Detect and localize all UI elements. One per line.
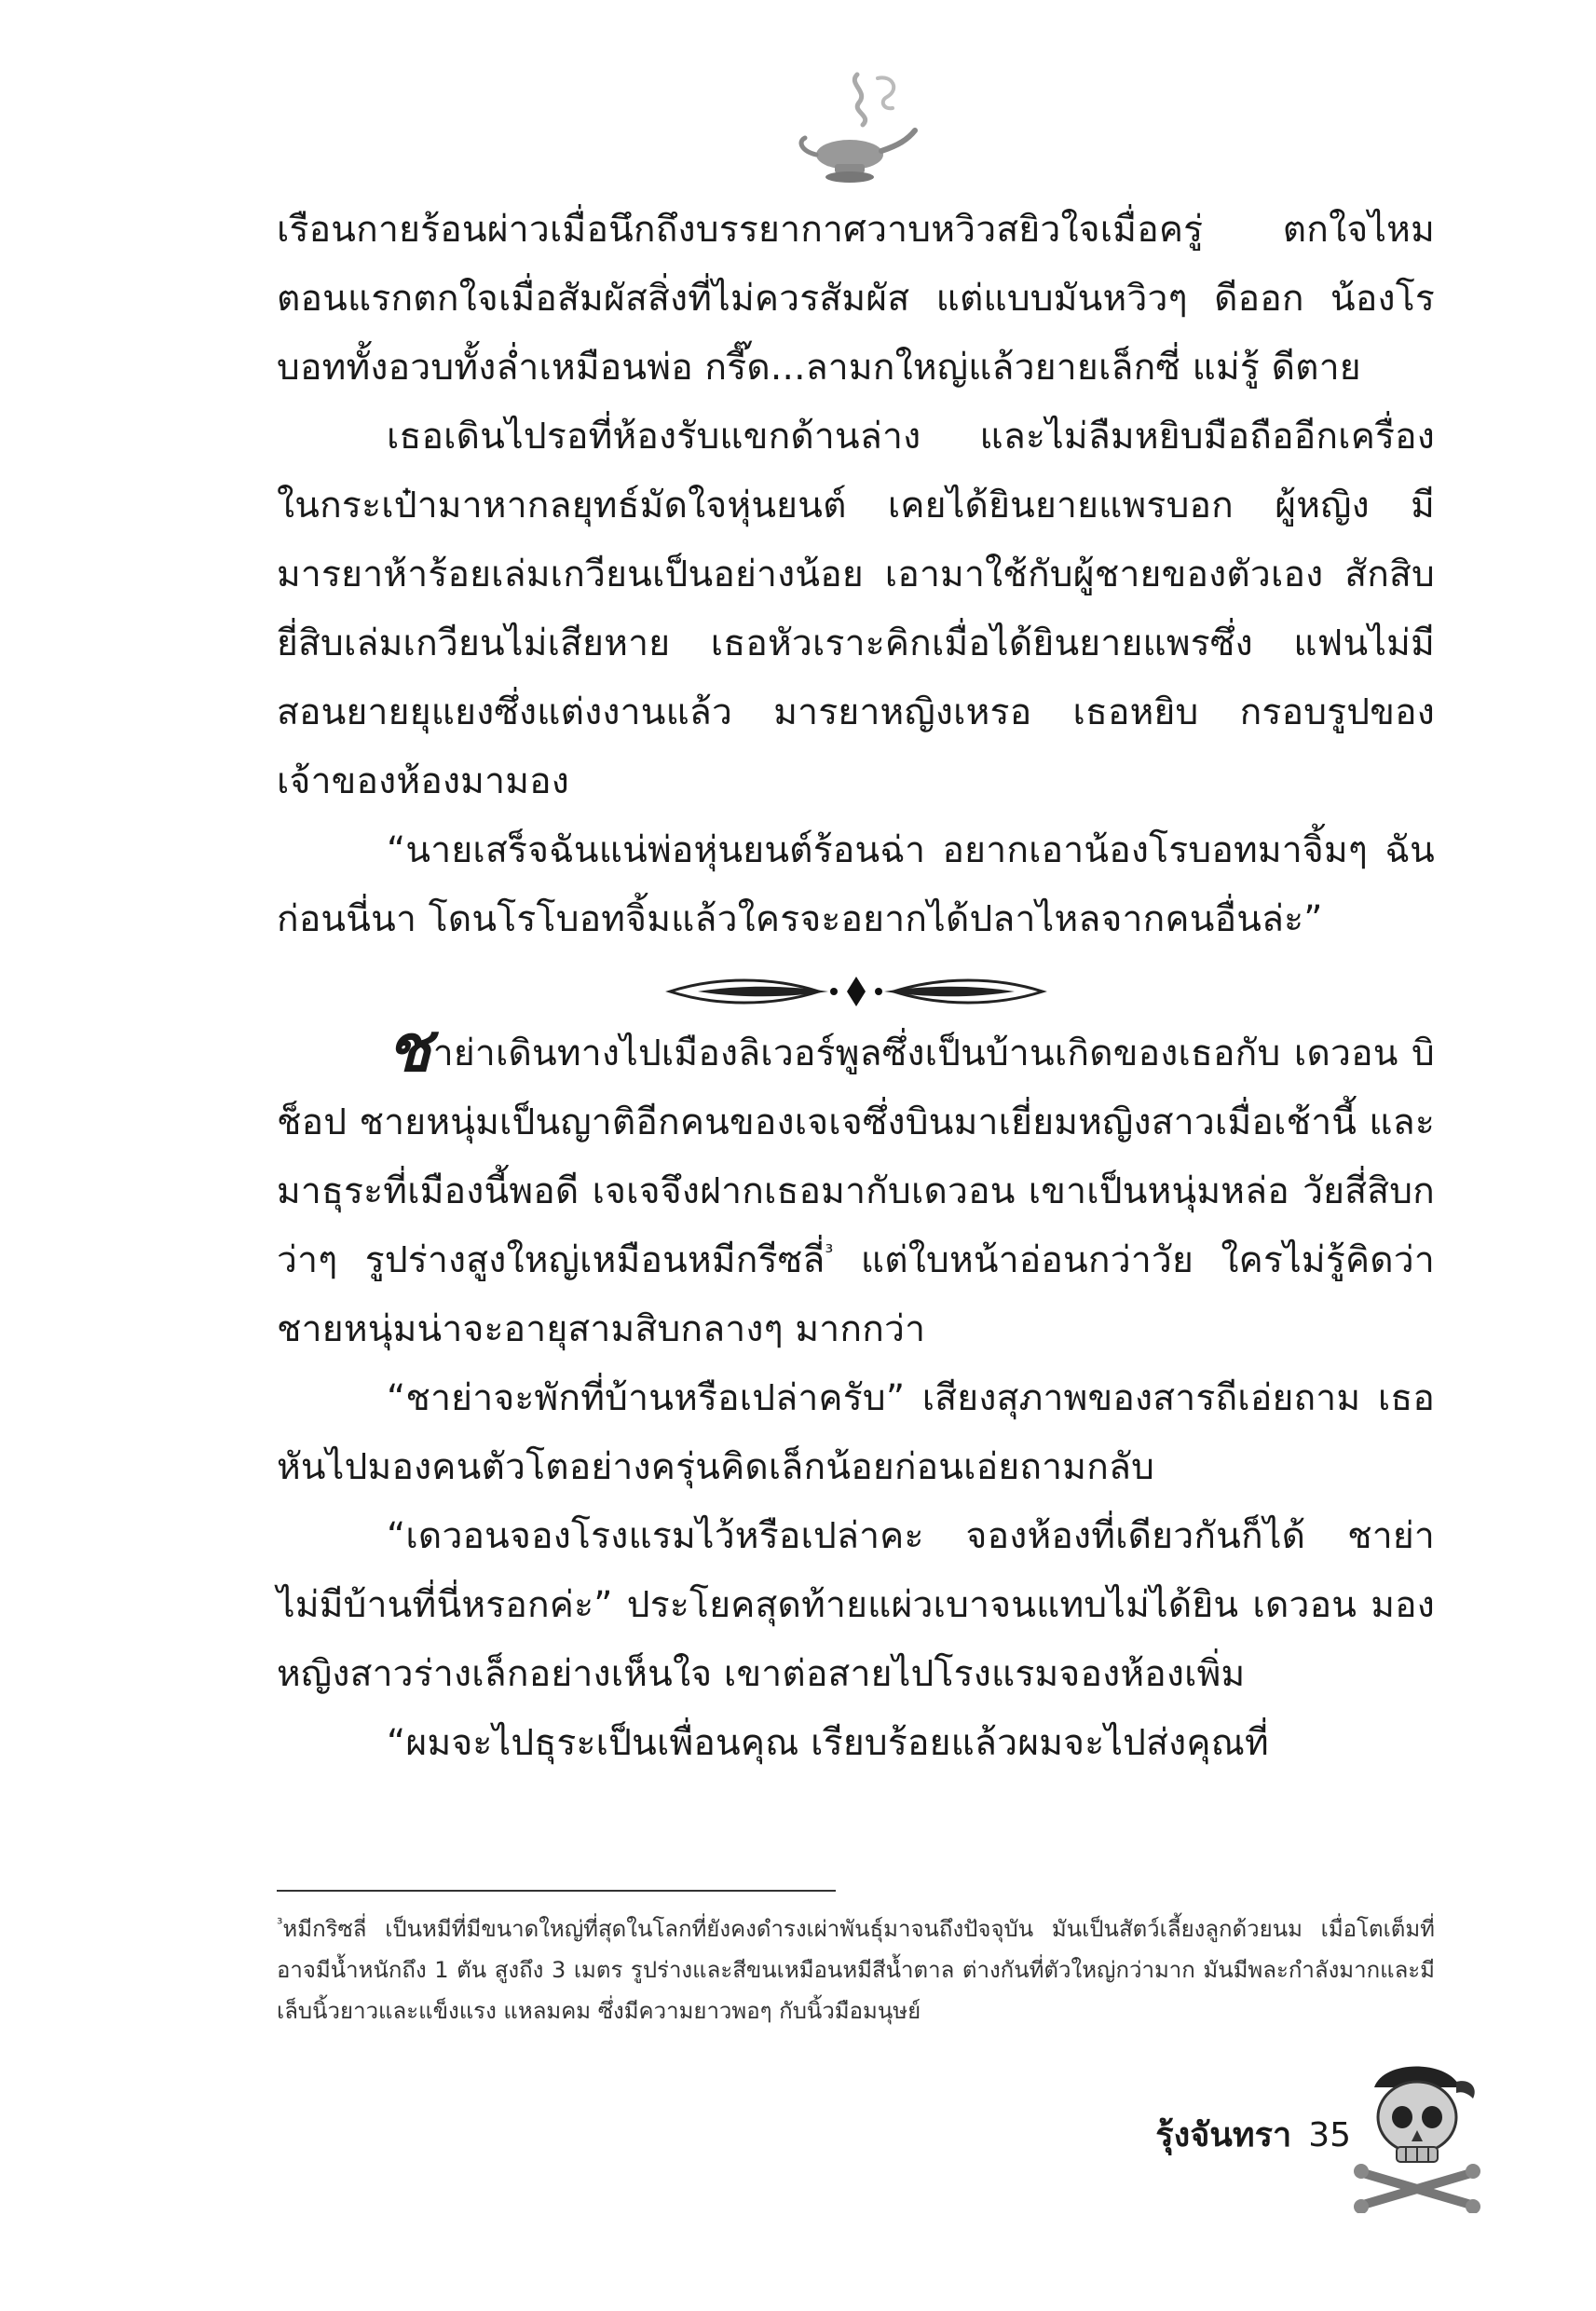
paragraph-2: เธอเดินไปรอที่ห้องรับแขกด้านล่าง และไม่ลืมหยิบมือถืออีกเครื่อง ในกระเป๋ามาหากลยุทธ์มัดใจหุ่นยนต์ เคยได้ยินยายแพรบอก ผู้หญิง มีมารยาห้าร้อยเล่มเกวียนเป็นอย่างน้อย เอามาใช้กับผู้ชายของตัวเอง สักสิบยี่สิบเล่มเกวียนไม่เสียหาย เธอหัวเราะคิกเมื่อได้ยินยายแพรซึ่ง แฟนไม่มีสอนยายยุแยงซึ่งแต่งงานแล้ว มารยาหญิงเหรอ เธอหยิบ กรอบรูปของเจ้าของห้องมามอง — [277, 416, 1435, 802]
paragraph-5: “ชาย่าจะพักที่บ้านหรือเปล่าครับ” เสียงสุภาพของสารถีเอ่ยถาม เธอหันไปมองคนตัวโตอย่างครุ่นคิดเล็กน้อยก่อนเอ่ยถามกลับ — [277, 1377, 1435, 1488]
page-footer — [1071, 2108, 1351, 2164]
flourish-divider-icon — [661, 973, 1052, 1010]
paragraph-4-text: าย่าเดินทางไปเมืองลิเวอร์พูลซึ่งเป็นบ้านเกิดของเธอกับ เดวอน บิช็อป ชายหนุ่มเป็นญาติอีกคนของเจเจซึ่งบินมาเยี่ยมหญิงสาวเมื่อเช้านี้ และมาธุระที่เมืองนี้พอดี เจเจจึงฝากเธอมากับเดวอน เขาเป็นหนุ่มหล่อ วัยสี่สิบกว่าๆ รูปร่างสูงใหญ่เหมือนหมีกรีซลี่ — [277, 1032, 1435, 1281]
author-name: รุ้งจันทรา — [1155, 2116, 1292, 2154]
page-number: 35 — [1308, 2116, 1351, 2154]
paragraph-3: “นายเสร็จฉันแน่พ่อหุ่นยนต์ร้อนฉ่า อยากเอาน้องโรบอทมาจิ้มๆ ฉันก่อนนี่นา โดนโรโบอทจิ้มแล้วใครจะอยากได้ปลาไหลจากคนอื่นล่ะ” — [277, 829, 1435, 940]
footnote-marker: ³ — [277, 1915, 283, 1933]
footnote — [277, 1908, 1435, 2031]
magic-lamp-icon — [792, 65, 922, 191]
body-text — [277, 196, 1435, 1778]
paragraph-1: เรือนกายร้อนผ่าวเมื่อนึกถึงบรรยากาศวาบหวิวสยิวใจเมื่อครู่ ตกใจไหม ตอนแรกตกใจเมื่อสัมผัสสิ่งที่ไม่ควรสัมผัส แต่แบบมันหวิวๆ ดีออก น้องโรบอททั้งอวบทั้งล่ำเหมือนพ่อ กรี๊ด...ลามกใหญ่แล้วยายเล็กซี่ แม่รู้ ดีตาย — [277, 209, 1435, 389]
paragraph-6: “เดวอนจองโรงแรมไว้หรือเปล่าคะ จองห้องที่เดียวกันก็ได้ ชาย่า ไม่มีบ้านที่นี่หรอกค่ะ” ประโยคสุดท้ายแผ่วเบาจนแทบไม่ได้ยิน เดวอน มองหญิงสาวร่างเล็กอย่างเห็นใจ เขาต่อสายไปโรงแรมจองห้องเพิ่ม — [277, 1515, 1435, 1695]
paragraph-7: “ผมจะไปธุระเป็นเพื่อนคุณ เรียบร้อยแล้วผมจะไปส่งคุณที่ — [387, 1722, 1269, 1764]
paragraph-4-tail: แต่ใบหน้าอ่อนกว่าวัย ใครไม่รู้คิดว่าชายหนุ่มน่าจะอายุสามสิบกลางๆ มากกว่า — [277, 1239, 1435, 1350]
drop-cap: ช — [387, 1009, 431, 1087]
footnote-ref[interactable]: ³ — [825, 1241, 834, 1265]
footnote-text: หมีกริซลี่ เป็นหมีที่มีขนาดใหญ่ที่สุดในโลกที่ยังคงดำรงเผ่าพันธุ์มาจนถึงปัจจุบัน มันเป็นสัตว์เลี้ยงลูกด้วยนม เมื่อโตเต็มที่อาจมีน้ำหนักถึง 1 ตัน สูงถึง 3 เมตร รูปร่างและสีขนเหมือนหมีสีน้ำตาล ต่างกันที่ตัวใหญ่กว่ามาก มันมีพละกำลังมากและมีเล็บนิ้วยาวและแข็งแรง แหลมคม ซึ่งมีความยาวพอๆ กับนิ้วมือมนุษย์ — [277, 1916, 1435, 2024]
skull-crossbones-icon — [1346, 2050, 1486, 2213]
footnote-divider — [277, 1890, 836, 1892]
paragraph-4 — [277, 1009, 1435, 1364]
